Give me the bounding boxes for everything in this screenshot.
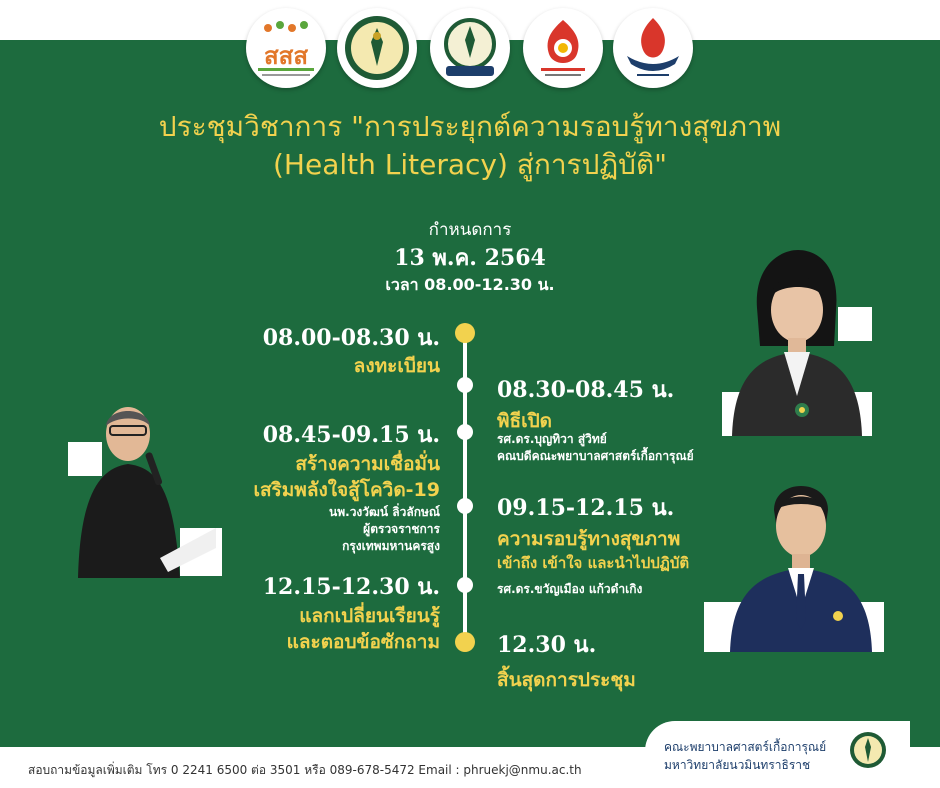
faculty-seal-icon bbox=[848, 730, 888, 770]
agenda-3-speaker-title: ผู้ตรวจราชการ bbox=[363, 522, 440, 536]
nmu-seal-logo bbox=[337, 8, 417, 88]
timeline-dot-start bbox=[455, 323, 475, 343]
thaihealth-logo bbox=[246, 8, 326, 88]
cityhall-logo bbox=[613, 8, 693, 88]
timeline-dot bbox=[457, 377, 473, 393]
speaker-photo-male-mic bbox=[76, 398, 216, 578]
agenda-5-topic-line2: และตอบข้อซักถาม bbox=[286, 631, 440, 653]
agenda-3-topic-line2: เสริมพลังใจสู้โควิด-19 bbox=[253, 479, 440, 501]
agenda-3-time: 08.45-09.15 น. bbox=[262, 422, 440, 448]
faculty-seal-logo bbox=[848, 730, 888, 770]
timeline-dot bbox=[457, 577, 473, 593]
speaker-photo-female bbox=[722, 246, 872, 436]
agenda-3-speaker-org: กรุงเทพมหานครสูง bbox=[342, 539, 440, 553]
agenda-2-speaker-title: คณบดีคณะพยาบาลศาสตร์เกื้อการุณย์ bbox=[497, 449, 694, 463]
thaihealth-wordmark: สสส bbox=[264, 42, 308, 70]
agenda-3-speaker: นพ.วงวัฒน์ ลิ่วลักษณ์ bbox=[329, 505, 440, 519]
event-title-line2: (Health Literacy) สู่การปฏิบัติ" bbox=[272, 148, 668, 181]
agenda-1-time: 08.00-08.30 น. bbox=[262, 325, 440, 351]
event-title-line1: ประชุมวิชาการ "การประยุกต์ความรอบรู้ทางสุขภาพ bbox=[158, 110, 782, 143]
nmu-crest-icon bbox=[430, 8, 510, 88]
bangkok-school-logo bbox=[523, 8, 603, 88]
university-name: มหาวิทยาลัยนวมินทราธิราช bbox=[664, 758, 811, 772]
agenda-2-topic: พิธีเปิด bbox=[497, 410, 553, 432]
nmu-crest-logo bbox=[430, 8, 510, 88]
agenda-6-time: 12.30 น. bbox=[497, 632, 597, 658]
agenda-2-time: 08.30-08.45 น. bbox=[497, 377, 675, 403]
agenda-4-time: 09.15-12.15 น. bbox=[497, 495, 675, 521]
cityhall-crest-icon bbox=[613, 8, 693, 88]
timeline-dot-end bbox=[455, 632, 475, 652]
agenda-6-topic: สิ้นสุดการประชุม bbox=[497, 669, 636, 691]
agenda-5-topic-line1: แลกเปลี่ยนเรียนรู้ bbox=[299, 605, 440, 627]
school-crest-icon bbox=[523, 8, 603, 88]
timeline-dot bbox=[457, 498, 473, 514]
agenda-4-topic-line1: ความรอบรู้ทางสุขภาพ bbox=[497, 528, 681, 550]
schedule-label: กำหนดการ bbox=[428, 220, 512, 240]
agenda-5-time: 12.15-12.30 น. bbox=[262, 574, 440, 600]
agenda-4-topic-line2: เข้าถึง เข้าใจ และนำไปปฏิบัติ bbox=[497, 554, 690, 572]
agenda-2-speaker: รศ.ดร.บุญทิวา สู่วิทย์ bbox=[497, 432, 607, 446]
event-time-range: เวลา 08.00-12.30 น. bbox=[385, 275, 555, 294]
speaker-photo-male-suit bbox=[726, 470, 876, 652]
agenda-4-speaker: รศ.ดร.ขวัญเมือง แก้วดำเกิง bbox=[497, 582, 643, 596]
nmu-seal-icon bbox=[337, 8, 417, 88]
agenda-3-topic-line1: สร้างความเชื่อมั่น bbox=[295, 453, 440, 475]
timeline-dot bbox=[457, 424, 473, 440]
agenda-1-topic: ลงทะเบียน bbox=[353, 355, 440, 377]
contact-info: สอบถามข้อมูลเพิ่มเติม โทร 0 2241 6500 ต่อ 3501 หรือ 089-678-5472 Email : phruekj@nmu.ac.th bbox=[28, 763, 582, 777]
faculty-name: คณะพยาบาลศาสตร์เกื้อการุณย์ bbox=[664, 740, 827, 754]
event-date: 13 พ.ค. 2564 bbox=[394, 245, 546, 271]
